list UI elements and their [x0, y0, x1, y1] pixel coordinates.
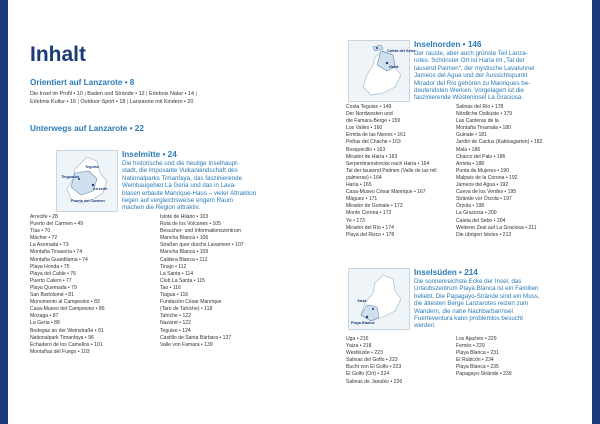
inselmitte-heading-label: Inselmitte: [122, 150, 161, 159]
intro-line: faszinierende Wüsteninsel La Graciosa.: [414, 94, 524, 102]
intro-line: Die sonnenreichste Ecke der Insel, das: [414, 278, 522, 285]
toc-entry[interactable]: Weiterer Zeal auf La Graciosa • 211: [456, 224, 537, 231]
topic-link[interactable]: Die Insel im Profil • 10: [30, 91, 83, 97]
map-label: Teguise: [85, 165, 100, 169]
inselnorden-map: [348, 40, 416, 102]
toc-entry[interactable]: Costa Teguise • 149: [346, 104, 392, 110]
toc-entry[interactable]: Nördliche Ostküste • 179: [456, 111, 513, 118]
toc-entry[interactable]: Jameos del Agua • 192: [456, 182, 509, 189]
toc-entry[interactable]: Club La Santa • 115: [160, 277, 206, 284]
intro-line: liegen auf vergleichsweise engem Raum: [122, 197, 234, 205]
topic-link[interactable]: Erlebnis Natur • 14: [148, 91, 195, 97]
toc-entry[interactable]: Nationalpark Timanfaya • 96: [30, 334, 94, 341]
toc-entry[interactable]: La Asomada • 73: [30, 242, 69, 249]
intro-line: rotes. Schönster Ort ist Haría im „Tal der: [414, 57, 525, 65]
intro-line: Jameos del Agua und der Aussichtspunkt: [414, 72, 528, 80]
inselnorden-list-col1: [346, 104, 456, 239]
map-label: Yaiza: [357, 299, 367, 303]
inselsueden-list-col2: [456, 336, 588, 379]
intro-line: machen die Region attraktiv.: [122, 204, 200, 212]
toc-entry[interactable]: Cueva de los Verdes • 195: [456, 189, 517, 196]
toc-entry[interactable]: Máguez • 171: [346, 196, 378, 203]
toc-entry[interactable]: Bosquecillo • 163: [346, 146, 386, 153]
toc-entry[interactable]: Charco del Palo • 186: [456, 153, 506, 160]
toc-entry[interactable]: Puerto del Carmen • 49: [30, 221, 84, 228]
toc-entry[interactable]: Mozaga • 87: [30, 313, 59, 320]
toc-entry[interactable]: Valle von Famara • 139: [160, 341, 213, 348]
toc-entry[interactable]: Tahíche • 122: [160, 313, 191, 320]
toc-entry[interactable]: Las Canteras de la: [456, 118, 499, 125]
inselmitte-map: [56, 150, 118, 212]
toc-entry[interactable]: Papagayo-Strände • 239: [456, 371, 512, 378]
orientation-heading-label: Orientiert auf Lanzarote: [30, 78, 123, 87]
toc-entry[interactable]: Arrecife • 28: [30, 214, 58, 220]
toc-entry[interactable]: Montañas del Fuego • 103: [30, 348, 90, 355]
unterwegs-heading-label: Unterwegs auf Lanzarote: [30, 124, 128, 133]
toc-entry[interactable]: Órzola • 198: [456, 203, 485, 210]
intro-line: blasen erbaute Manrique-Haus – vieler Attraktion: [122, 189, 257, 197]
toc-entry[interactable]: die Famara-Berge • 159: [346, 118, 401, 125]
toc-entry[interactable]: Casa-Museo César Manrique • 167: [346, 189, 426, 196]
toc-entry[interactable]: Mancha Blanca • 106: [160, 235, 209, 242]
inselsueden-page-number: 214: [464, 268, 478, 277]
inselsueden-heading-label: Inselsüden: [414, 268, 457, 277]
toc-entry[interactable]: Guinate • 181: [456, 132, 487, 139]
inselmitte-heading: Inselmitte • 24: [122, 150, 177, 159]
toc-entry[interactable]: Playa del Risco • 178: [346, 231, 395, 238]
topic-link[interactable]: Baden und Strände • 12: [87, 91, 145, 97]
toc-entry[interactable]: La Graciosa • 200: [456, 210, 497, 217]
intro-line: tausend Palmen“, der mystische Lavatunnel: [414, 64, 535, 72]
inselnorden-heading-label: Inselnorden: [414, 40, 461, 49]
toc-entry[interactable]: Die übrigen Islotes • 212: [456, 231, 512, 238]
toc-entry[interactable]: Los Ajaches • 229: [456, 336, 497, 342]
toc-entry[interactable]: Los Valles • 160: [346, 125, 383, 132]
topic-link[interactable]: Outdoor-Sport • 18: [80, 99, 126, 106]
toc-entry[interactable]: Uga • 216: [346, 336, 369, 342]
intro-line: beliebt. Die Papagayo-Strände sind ein Muss,: [414, 292, 540, 300]
toc-entry[interactable]: Arrieta • 188: [456, 160, 485, 167]
orientation-heading: Orientiert auf Lanzarote • 8: [30, 78, 135, 87]
toc-entry[interactable]: Tías • 70: [30, 228, 51, 235]
inselnorden-list-col2: [456, 104, 588, 239]
intro-line: Urlaubszentrum Playa Blanca ist ein Familien: [414, 285, 539, 293]
toc-entry[interactable]: Playa Blanca • 231: [456, 350, 499, 357]
toc-entry[interactable]: Mirador del Río • 174: [346, 224, 394, 231]
toc-entry[interactable]: Ruta de los Volcanes • 105: [160, 221, 221, 228]
toc-entry[interactable]: Strände vor Órzola • 197: [456, 196, 512, 203]
inselsueden-intro: [414, 278, 586, 330]
right-edge-bar: [592, 0, 600, 424]
right-page: [300, 0, 592, 424]
toc-entry[interactable]: Haría • 165: [346, 182, 372, 189]
toc-entry[interactable]: La Santa • 114: [160, 270, 194, 277]
intro-line: Mirador del Río gehören zu Manriques be-: [414, 79, 531, 87]
left-page: [8, 0, 300, 424]
toc-entry[interactable]: Tal der tausend Palmen (Valle de las mil: [346, 167, 437, 174]
toc-entry[interactable]: Monumento al Campesino • 83: [30, 299, 100, 306]
toc-entry[interactable]: San Bartolomé • 81: [30, 292, 74, 299]
toc-entry[interactable]: Islote de Hilario • 103: [160, 214, 209, 220]
toc-entry[interactable]: Playa Blanca • 235: [456, 364, 499, 371]
inselmitte-intro: [122, 160, 294, 212]
inselnorden-heading: Inselnorden • 146: [414, 40, 482, 49]
toc-entry[interactable]: Mirador de Guinate • 172: [346, 203, 403, 210]
intro-line: Fuerteventura kann problemlos besucht: [414, 315, 524, 323]
toc-entry[interactable]: Montaña Tinasoria • 74: [30, 249, 83, 256]
toc-entry[interactable]: Caleta del Sebo • 204: [456, 217, 506, 224]
toc-entry[interactable]: Nazaret • 122: [160, 320, 191, 327]
toc-entry[interactable]: Playa Quemada • 79: [30, 284, 77, 291]
toc-entry[interactable]: Playa Honda • 75: [30, 263, 70, 270]
map-label: Puerto del Carmen: [71, 199, 105, 203]
inselsueden-heading: Inselsüden • 214: [414, 268, 478, 277]
left-edge-bar: [0, 0, 8, 424]
intro-line: stadt, die imposante Vulkanlandschaft des: [122, 167, 238, 175]
toc-entry[interactable]: Caldera Blanca • 112: [160, 256, 208, 263]
topic-link[interactable]: Erlebnis Kultur • 16: [30, 99, 76, 106]
toc-entry[interactable]: Tinajo • 112: [160, 263, 187, 270]
toc-entry[interactable]: Puerto Calero • 77: [30, 277, 72, 284]
intro-line: werden.: [414, 322, 437, 330]
intro-line: Nationalparks Timanfaya, das faszinierende: [122, 174, 243, 182]
toc-entry[interactable]: Salinas del Golfo • 223: [346, 357, 398, 364]
intro-line: Der rauste, aber auch grünste Teil Lanza-: [414, 50, 528, 57]
toc-entry[interactable]: Westküste • 223: [346, 350, 383, 357]
map-label: Playa Blanca: [351, 321, 375, 325]
intro-line: Wandern, die nahe Nachbarbarinsel: [414, 307, 513, 315]
map-label: Arrecife: [93, 187, 108, 191]
toc-entry[interactable]: Ye • 173: [346, 217, 365, 224]
inselmitte-list-col1: [30, 214, 150, 356]
toc-entry[interactable]: Peñas del Chache • 163: [346, 139, 401, 146]
toc-entry[interactable]: El Rubicón • 234: [456, 357, 494, 364]
toc-entry[interactable]: Yaiza • 218: [346, 343, 372, 350]
toc-entry[interactable]: Fundación César Manrique: [160, 299, 222, 306]
toc-entry[interactable]: Besucher- und Informationszentrum: [160, 228, 241, 235]
toc-entry[interactable]: Bodegas an der Weinstraße • 91: [30, 327, 104, 334]
toc-entry[interactable]: Ermita de las Nieves • 161: [346, 132, 406, 139]
toc-entry[interactable]: Femés • 229: [456, 343, 485, 350]
toc-entry[interactable]: Monte Corona • 172: [346, 210, 392, 217]
toc-entry[interactable]: La Geria • 88: [30, 320, 60, 327]
toc-entry[interactable]: Playa del Cable • 76: [30, 270, 76, 277]
toc-entry[interactable]: Montaña Guardilama • 74: [30, 256, 88, 263]
unterwegs-page-number: 22: [134, 124, 144, 133]
toc-entry[interactable]: Montaña Tinamala • 180: [456, 125, 512, 132]
toc-entry[interactable]: Jardín de Cactus (Kaktusgarten) • 182: [456, 139, 543, 146]
toc-entry[interactable]: Mala • 186: [456, 146, 481, 153]
toc-entry[interactable]: Salinas de Janubio • 226: [346, 378, 403, 385]
toc-entry[interactable]: Salinas del Río • 178: [456, 104, 504, 110]
intro-line: Weinbaugebiet La Geria und das in Lava-: [122, 182, 237, 190]
unterwegs-heading: Unterwegs auf Lanzarote • 22: [30, 124, 144, 133]
toc-entry[interactable]: Malpaís de la Corona • 192: [456, 174, 518, 181]
toc-entry[interactable]: Tao • 116: [160, 284, 181, 291]
toc-entry[interactable]: Straßen quer durchs Lavameer • 107: [160, 242, 244, 249]
toc-entry[interactable]: Mancha Blanca • 109: [160, 249, 209, 256]
inselmitte-page-number: 24: [167, 150, 177, 159]
toc-entry[interactable]: palmeras) • 164: [346, 174, 382, 181]
map-label: Tinguaton: [61, 175, 80, 179]
orientation-page-number: 8: [129, 78, 135, 87]
intro-line: die ältesten Berge Lanzarotes reizen zum: [414, 300, 529, 308]
inselnorden-intro: [414, 50, 586, 102]
toc-entry[interactable]: Casa-Museo del Campesino • 86: [30, 306, 105, 313]
page-title: Inhalt: [30, 43, 86, 66]
toc-entry[interactable]: Castillo de Santa Bárbara • 137: [160, 334, 232, 341]
toc-entry[interactable]: Serpentinenstrecke nach Haría • 164: [346, 160, 430, 167]
toc-entry[interactable]: Bucht von El Golfo • 223: [346, 364, 402, 371]
toc-entry[interactable]: (Taro de Tahíche) • 118: [160, 306, 213, 313]
toc-entry[interactable]: El Golfo (Ort) • 224: [346, 371, 390, 378]
toc-entry[interactable]: Tiagua • 116: [160, 292, 189, 299]
toc-entry[interactable]: Teguise • 124: [160, 327, 191, 334]
orientation-topics: Die Insel im Profil • 10 | Baden und Strände • 12 | Erlebnis Natur • 14 | Erlebnis Kultur • 16 | Outdoor-Sport • 18 | Lanzarote mit Kindern • 20: [30, 91, 197, 106]
intro-line: deutendsten Werken. Vorgelagert ist die: [414, 87, 524, 95]
map-label: Haría: [389, 65, 399, 69]
intro-line: Die historische und die heutige Inselhaupt-: [122, 160, 239, 167]
map-label: Caleta del Sebo: [387, 49, 416, 53]
inselmitte-list-col2: [160, 214, 296, 349]
topic-link[interactable]: Lanzarote mit Kindern • 20: [129, 99, 194, 106]
inselsueden-list-col1: [346, 336, 456, 386]
toc-entry[interactable]: Mácher • 72: [30, 235, 58, 242]
inselnorden-page-number: 146: [467, 40, 482, 49]
toc-entry[interactable]: Mirador de Haría • 163: [346, 153, 398, 160]
inselsueden-map: [348, 268, 410, 330]
toc-entry[interactable]: Echadero de los Camellos • 101: [30, 341, 103, 348]
toc-entry[interactable]: Der Nordwesten und: [346, 111, 393, 118]
toc-entry[interactable]: Punta de Mujeres • 190: [456, 167, 510, 174]
